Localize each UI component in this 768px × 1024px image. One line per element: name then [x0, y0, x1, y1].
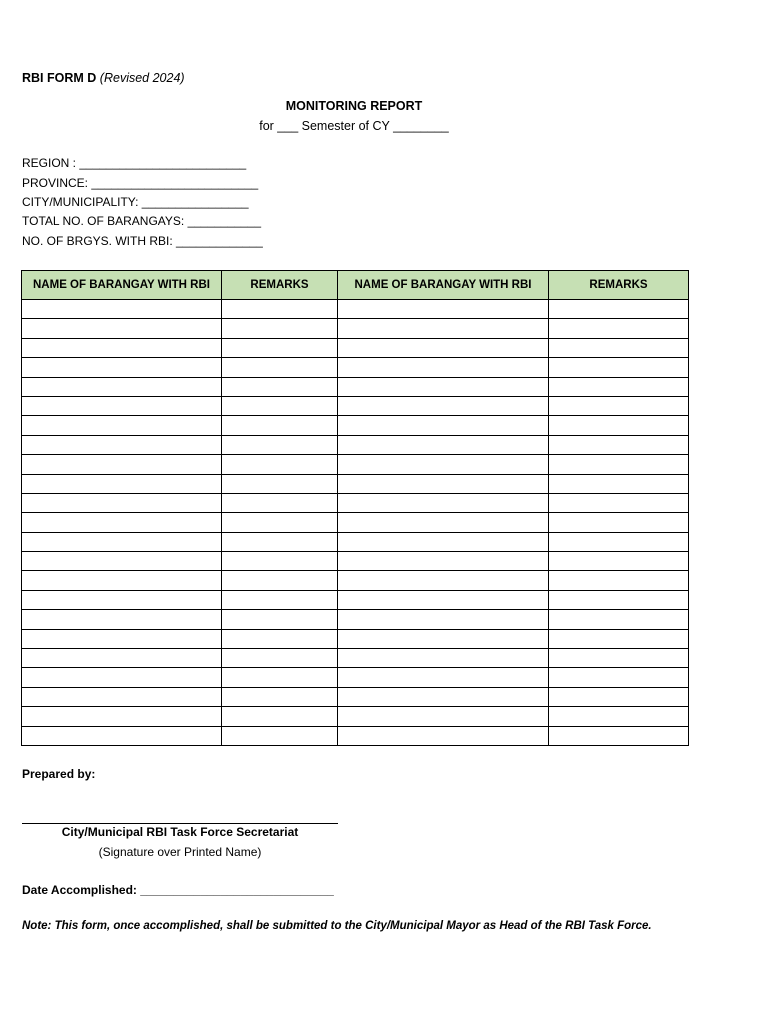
remarks-cell [549, 474, 689, 493]
table-row [22, 319, 689, 338]
barangay-name-cell [22, 687, 222, 706]
remarks-cell [222, 629, 338, 648]
barangay-name-cell [338, 435, 549, 454]
barangay-name-cell [338, 493, 549, 512]
remarks-cell [222, 435, 338, 454]
remarks-cell [549, 629, 689, 648]
table-row [22, 687, 689, 706]
barangay-name-cell [22, 513, 222, 532]
remarks-cell [549, 532, 689, 551]
barangay-name-cell [338, 300, 549, 319]
form-code [22, 71, 185, 85]
remarks-cell [222, 552, 338, 571]
column-header-remarks-2: REMARKS [549, 271, 689, 300]
remarks-cell [549, 319, 689, 338]
remarks-cell [549, 455, 689, 474]
table-row [22, 552, 689, 571]
remarks-cell [549, 338, 689, 357]
signatory-title: City/Municipal RBI Task Force Secretariat [61, 825, 299, 839]
barangay-name-cell [338, 629, 549, 648]
table-body [22, 300, 689, 746]
remarks-cell [549, 571, 689, 590]
barangay-name-cell [338, 571, 549, 590]
remarks-cell [222, 319, 338, 338]
remarks-cell [222, 687, 338, 706]
date-accomplished-field: Date Accomplished: _____________________________ [22, 883, 334, 897]
revision-label: (Revised 2024) [99, 71, 185, 85]
table-row [22, 455, 689, 474]
remarks-cell [549, 649, 689, 668]
barangay-name-cell [22, 707, 222, 726]
remarks-cell [549, 513, 689, 532]
barangay-name-cell [338, 377, 549, 396]
table-row [22, 649, 689, 668]
barangay-name-cell [22, 396, 222, 415]
table-row [22, 377, 689, 396]
barangay-name-cell [22, 416, 222, 435]
table-row [22, 300, 689, 319]
table-row [22, 532, 689, 551]
barangay-name-cell [22, 377, 222, 396]
remarks-cell [222, 358, 338, 377]
barangay-name-cell [338, 532, 549, 551]
barangay-name-cell [338, 552, 549, 571]
table-row [22, 571, 689, 590]
barangay-name-cell [338, 687, 549, 706]
table-row [22, 416, 689, 435]
remarks-cell [222, 590, 338, 609]
barangay-name-cell [22, 455, 222, 474]
remarks-cell [222, 377, 338, 396]
barangay-name-cell [338, 474, 549, 493]
remarks-cell [222, 726, 338, 745]
barangay-name-cell [338, 649, 549, 668]
barangay-name-cell [22, 590, 222, 609]
remarks-cell [222, 455, 338, 474]
column-header-barangay-name-2: NAME OF BARANGAY WITH RBI [338, 271, 549, 300]
remarks-cell [549, 687, 689, 706]
remarks-cell [222, 571, 338, 590]
remarks-cell [549, 493, 689, 512]
barangay-name-cell [22, 474, 222, 493]
barangay-name-cell [22, 493, 222, 512]
remarks-cell [222, 649, 338, 668]
remarks-cell [549, 707, 689, 726]
barangay-name-cell [22, 629, 222, 648]
form-code-label: RBI FORM D [22, 71, 97, 85]
barangay-name-cell [22, 338, 222, 357]
prepared-by-label: Prepared by: [22, 767, 96, 781]
remarks-cell [549, 726, 689, 745]
remarks-cell [222, 610, 338, 629]
barangay-name-cell [22, 668, 222, 687]
barangay-name-cell [338, 707, 549, 726]
table-row [22, 338, 689, 357]
remarks-cell [549, 610, 689, 629]
barangay-name-cell [22, 610, 222, 629]
barangay-name-cell [22, 571, 222, 590]
remarks-cell [222, 416, 338, 435]
table-row [22, 358, 689, 377]
remarks-cell [549, 668, 689, 687]
barangay-name-cell [22, 358, 222, 377]
barangay-name-cell [338, 726, 549, 745]
barangay-name-cell [22, 532, 222, 551]
table-row [22, 493, 689, 512]
signature-line [22, 823, 338, 824]
column-header-barangay-name: NAME OF BARANGAY WITH RBI [22, 271, 222, 300]
barangay-name-cell [22, 319, 222, 338]
table-row [22, 435, 689, 454]
barangay-name-cell [338, 396, 549, 415]
table-row [22, 396, 689, 415]
barangay-table [21, 270, 689, 746]
remarks-cell [549, 552, 689, 571]
remarks-cell [549, 377, 689, 396]
remarks-cell [222, 300, 338, 319]
remarks-cell [222, 668, 338, 687]
report-period: for ___ Semester of CY ________ [259, 119, 449, 133]
total-barangays-field: TOTAL NO. OF BARANGAYS: ___________ [22, 214, 261, 228]
table-row [22, 610, 689, 629]
remarks-cell [549, 358, 689, 377]
barangay-name-cell [22, 552, 222, 571]
province-field: PROVINCE: _________________________ [22, 176, 259, 190]
signatory-subtitle: (Signature over Printed Name) [98, 845, 262, 859]
table-row [22, 668, 689, 687]
submission-note: Note: This form, once accomplished, shall be submitted to the City/Municipal Mayor as Head of the RBI Task Force. [22, 920, 652, 932]
barangay-name-cell [338, 455, 549, 474]
remarks-cell [222, 338, 338, 357]
barangay-name-cell [338, 319, 549, 338]
brgys-with-rbi-field: NO. OF BRGYS. WITH RBI: _____________ [22, 234, 263, 248]
barangay-name-cell [338, 338, 549, 357]
table-row [22, 513, 689, 532]
table-header-row [22, 271, 689, 300]
region-field: REGION : _________________________ [22, 156, 247, 170]
table-row [22, 629, 689, 648]
barangay-name-cell [22, 649, 222, 668]
remarks-cell [549, 416, 689, 435]
remarks-cell [222, 493, 338, 512]
report-title: MONITORING REPORT [285, 99, 423, 113]
barangay-name-cell [338, 416, 549, 435]
remarks-cell [549, 396, 689, 415]
table-row [22, 707, 689, 726]
city-municipality-field: CITY/MUNICIPALITY: ________________ [22, 195, 249, 209]
barangay-name-cell [338, 513, 549, 532]
column-header-remarks: REMARKS [222, 271, 338, 300]
remarks-cell [222, 513, 338, 532]
remarks-cell [549, 300, 689, 319]
barangay-name-cell [22, 435, 222, 454]
barangay-name-cell [22, 300, 222, 319]
table-row [22, 726, 689, 745]
barangay-name-cell [338, 610, 549, 629]
remarks-cell [549, 435, 689, 454]
barangay-name-cell [338, 358, 549, 377]
remarks-cell [549, 590, 689, 609]
remarks-cell [222, 474, 338, 493]
barangay-name-cell [338, 668, 549, 687]
barangay-name-cell [338, 590, 549, 609]
remarks-cell [222, 532, 338, 551]
remarks-cell [222, 707, 338, 726]
table-row [22, 590, 689, 609]
remarks-cell [222, 396, 338, 415]
table-row [22, 474, 689, 493]
barangay-name-cell [22, 726, 222, 745]
